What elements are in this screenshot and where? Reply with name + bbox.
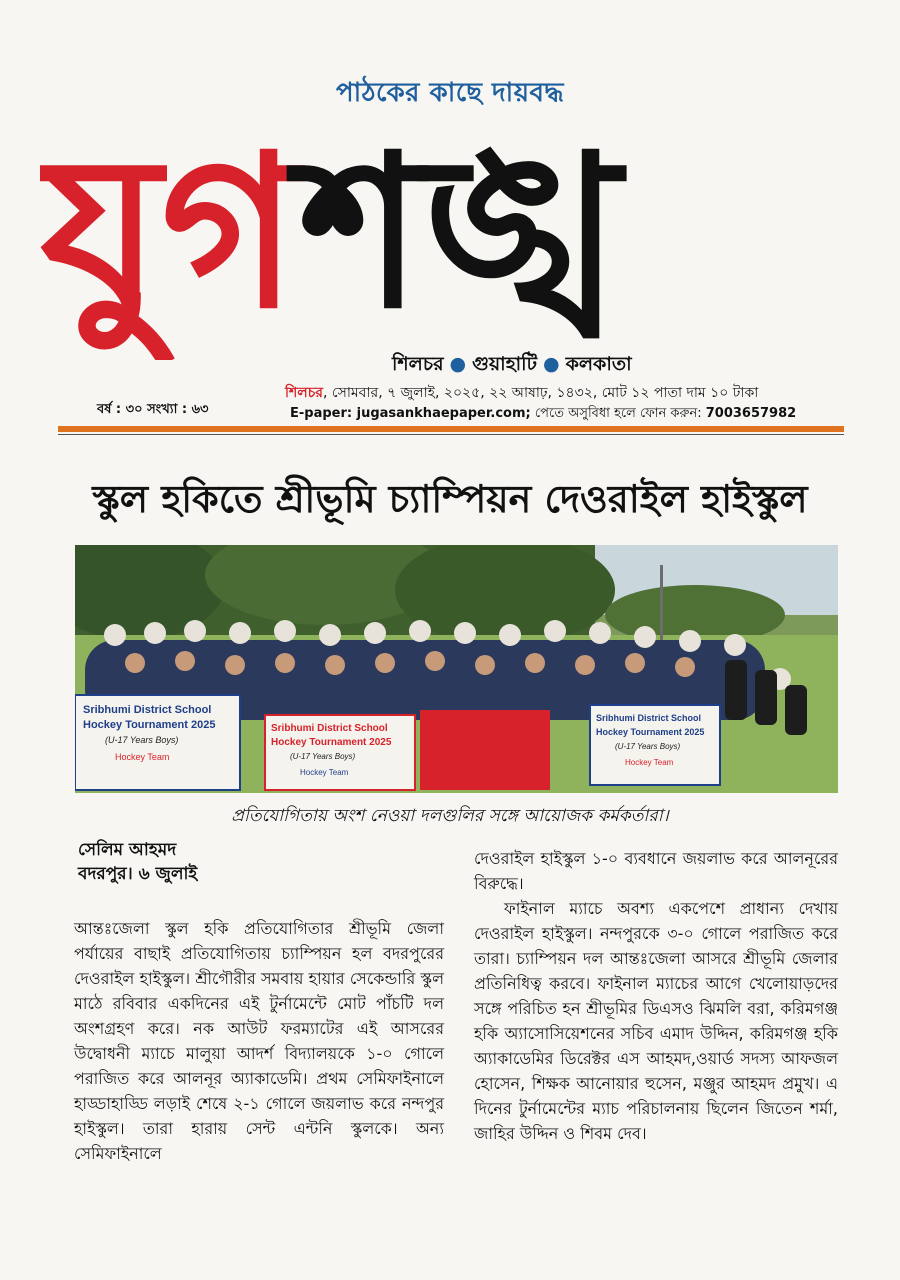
- article-photo: [75, 545, 838, 793]
- article-column-left: [74, 916, 444, 1166]
- banner-1-line2: Hockey Tournament 2025: [83, 719, 216, 731]
- bullet-icon: ●: [542, 353, 560, 375]
- banner-2-line2: Hockey Tournament 2025: [271, 737, 392, 748]
- volume-number: বর্ষ : ৩০ সংখ্যা : ৬৩: [97, 402, 209, 417]
- newspaper-tagline: পাঠকের কাছে দায়বদ্ধ: [335, 78, 565, 108]
- banner-1-line1: Sribhumi District School: [83, 704, 212, 716]
- phone-number: 7003657982: [705, 406, 797, 421]
- city-guwahati: গুয়াহাটি: [472, 353, 537, 375]
- photo-caption: প্রতিযোগিতায় অংশ নেওয়া দলগুলির সঙ্গে আয়োজক কর্মকর্তারা।: [231, 806, 669, 826]
- team-photo-illustration: [75, 545, 838, 793]
- epaper-line: [290, 404, 796, 425]
- article-paragraph: আন্তঃজেলা স্কুল হকি প্রতিযোগিতার শ্রীভূমি জেলা পর্যায়ের বাছাই প্রতিযোগিতায় চ্যাম্পিয়ন হল বদরপুরের দেওরাইল হাইস্কুল। শ্রীগৌরীর সমবায় হায়ার সেকেন্ডারি স্কুল মাঠে রবিবার একদিনের এই টুর্নামেন্টে মোট পাঁচটি দল অংশগ্রহণ করে। নক আউট ফরম্যাটের এই আসরের উদ্বোধনী ম্যাচে মালুয়া আদর্শ বিদ্যালয়কে ১-০ গোলে পরাজিত করে আলনূর অ্যাকাডেমি। প্রথম সেমিফাইনালে হাড্ডাহাড্ডি লড়াই শেষে ২-১ গোলে জয়লাভ করে নন্দপুর হাইস্কুল। তারা হারায় সেন্ট এন্টনি স্কুলকে। অন্য সেমিফাইনালে: [74, 919, 444, 1163]
- masthead-title: [40, 105, 840, 360]
- banner-2-line4: Hockey Team: [300, 768, 349, 777]
- byline: [78, 838, 197, 886]
- dateline: বদরপুর। ৬ জুলাই: [78, 864, 198, 884]
- banner-3-line1: Sribhumi District School: [596, 713, 702, 723]
- banner-1-line4: Hockey Team: [115, 752, 170, 762]
- bullet-icon: ●: [449, 353, 467, 375]
- banner-3-line3: (U-17 Years Boys): [615, 742, 681, 751]
- newspaper-masthead: [40, 105, 840, 370]
- edition-cities: [392, 350, 632, 382]
- banner-2-line3: (U-17 Years Boys): [290, 752, 356, 761]
- author-name: সেলিম আহমদ: [78, 840, 177, 860]
- masthead-divider: [58, 426, 844, 432]
- epaper-note: পেতে অসুবিধা হলে ফোন করুন:: [530, 406, 706, 421]
- article-column-right: [474, 846, 838, 1146]
- article-paragraph: দেওরাইল হাইস্কুল ১-০ ব্যবধানে জয়লাভ করে আলনূরের বিরুদ্ধে।: [474, 849, 838, 893]
- article-paragraph: ফাইনাল ম্যাচে অবশ্য একপেশে প্রাধান্য দেখায় দেওরাইল হাইস্কুল। নন্দপুরকে ৩-০ গোলে পরাজিত করে তারা। চ্যাম্পিয়ন দল আন্তঃজেলা আসরে শ্রীভূমি জেলার প্রতিনিধিত্ব করবে। ফাইনাল ম্যাচের আগে খেলোয়াড়দের সঙ্গে পরিচিত হন শ্রীভূমির ডিএসও ঝিমলি বরা, করিমগঞ্জ হকি অ্যাসোসিয়েশনের সচিব এমাদ উদ্দিন, করিমগঞ্জ হকি অ্যাকাডেমির ডিরেক্টর এস আহমদ,ওয়ার্ড সদস্য আফজল হোসেন, শিক্ষক আনোয়ার হুসেন, মঞ্জুর আহমদ প্রমুখ। এ দিনের টুর্নামেন্টের ম্যাচ পরিচালনায় ছিলেন জিতেন শর্মা, জাহির উদ্দিন ও শিবম দেব।: [474, 899, 838, 1143]
- masthead-divider-thin: [58, 434, 844, 435]
- article-headline: স্কুল হকিতে শ্রীভূমি চ্যাম্পিয়ন দেওরাইল হাইস্কুল: [92, 477, 808, 521]
- banner-3-line4: Hockey Team: [625, 758, 674, 767]
- banner-3-line2: Hockey Tournament 2025: [596, 727, 705, 737]
- city-silchar: শিলচর: [392, 353, 444, 375]
- issue-city: শিলচর: [285, 385, 323, 401]
- banner-2-line1: Sribhumi District School: [271, 723, 388, 734]
- epaper-link[interactable]: E-paper: jugasankhaepaper.com;: [290, 406, 531, 421]
- city-kolkata: কলকাতা: [565, 353, 632, 375]
- issue-details: [285, 381, 758, 405]
- issue-date-price: , সোমবার, ৭ জুলাই, ২০২৫, ২২ আষাঢ়, ১৪৩২, মোট ১২ পাতা দাম ১০ টাকা: [322, 385, 759, 401]
- banner-1-line3: (U-17 Years Boys): [105, 735, 179, 745]
- masthead-title-red: যুগ: [40, 110, 299, 355]
- masthead-title-black: শঙ্খ: [298, 110, 621, 355]
